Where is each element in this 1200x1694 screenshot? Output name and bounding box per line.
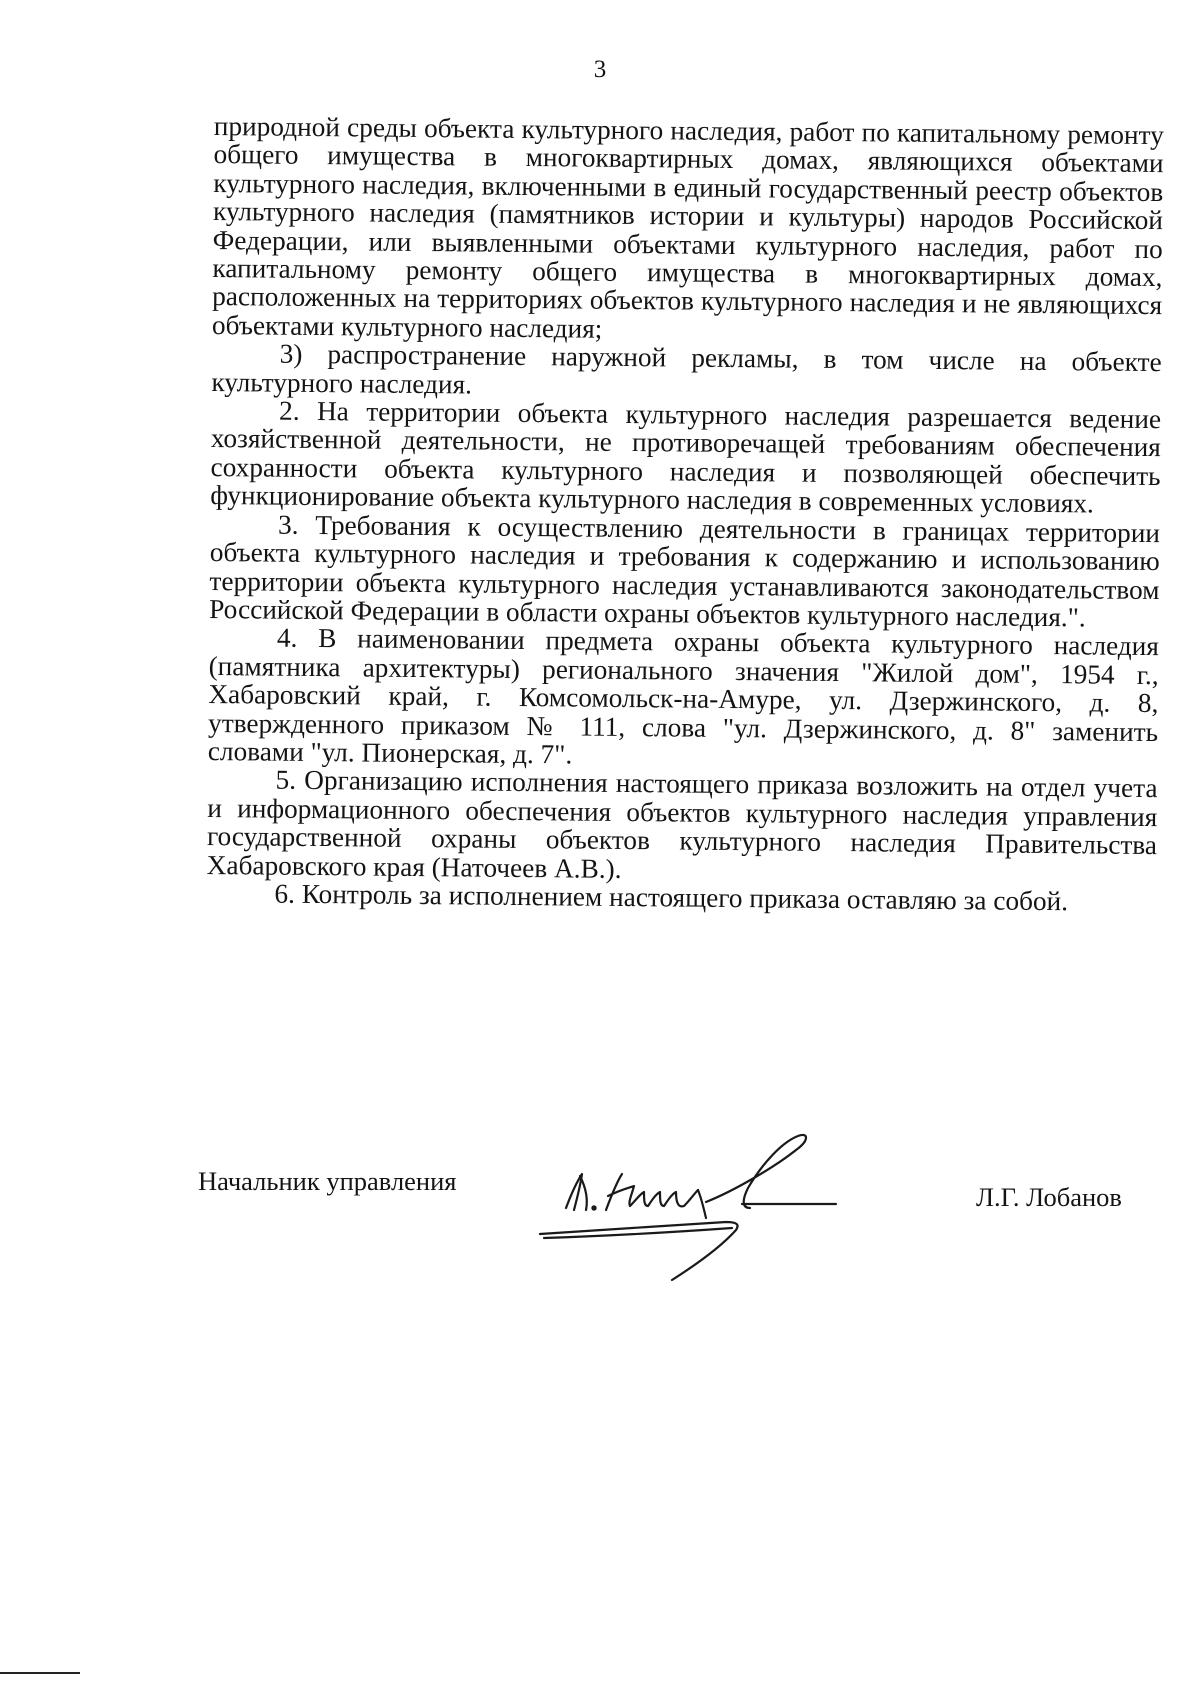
paragraph-point-3: 3. Требования к осуществлению деятельности в границах территории объекта культурного наследия и требования к содержанию и использованию территории объекта культурного наследия устанавливаются законодательством Российской Федерации в области охраны объектов культурного наследия.". [209, 509, 1161, 633]
paragraph-point-2: 2. На территории объекта культурного наследия разрешается ведение хозяйственной деятельности, не противоречащей требованиям обеспечения сохранности объекта культурного наследия и позволяющей обеспечить функционирование объекта культурного наследия в современных условиях. [210, 395, 1162, 519]
document-body [206, 112, 1164, 916]
paragraph-point-4: 4. В наименовании предмета охраны объекта культурного наследия (памятника архитектуры) регионального значения "Жилой дом", 1954 г., Хабаровский край, г. Комсомольск-на-Амуре, ул. Дзержинского, д. 8, утвержденного приказом № 111, слова "ул. Дзержинского, д. 8" заменить словами "ул. Пионерская, д. 7". [207, 622, 1160, 770]
paragraph-item-3: 3) распространение наружной рекламы, в том числе на объекте культурного наследия. [211, 338, 1162, 400]
handwritten-signature [536, 1130, 876, 1290]
signer-position: Начальник управления [198, 1166, 457, 1196]
paragraph-continuation: природной среды объекта культурного наследия, работ по капитальному ремонту общего имущества в многоквартирных домах, являющихся объектами культурного наследия, включенными в единый государственный реестр объектов культурного наследия (памятников истории и культуры) народов Российской Федерации, или выявленными объектами культурного наследия, работ по капитальному ремонту общего имущества в многоквартирных домах, расположенных на территориях объектов культурного наследия и не являющихся объектами культурного наследия; [211, 111, 1164, 344]
signature-block [0, 1130, 1200, 1290]
page-number: 3 [593, 56, 607, 83]
paragraph-point-6: 6. Контроль за исполнением настоящего приказа оставляю за собой. [274, 878, 1069, 917]
paragraph-point-5: 5. Организацию исполнения настоящего приказа возложить на отдел учета и информационного обеспечения объектов культурного наследия управления государственной охраны объектов культурного наследия Правительства Хабаровского края (Наточеев А.В.). [206, 764, 1158, 884]
margin-line [0, 1672, 80, 1674]
signer-name: Л.Г. Лобанов [976, 1182, 1122, 1212]
